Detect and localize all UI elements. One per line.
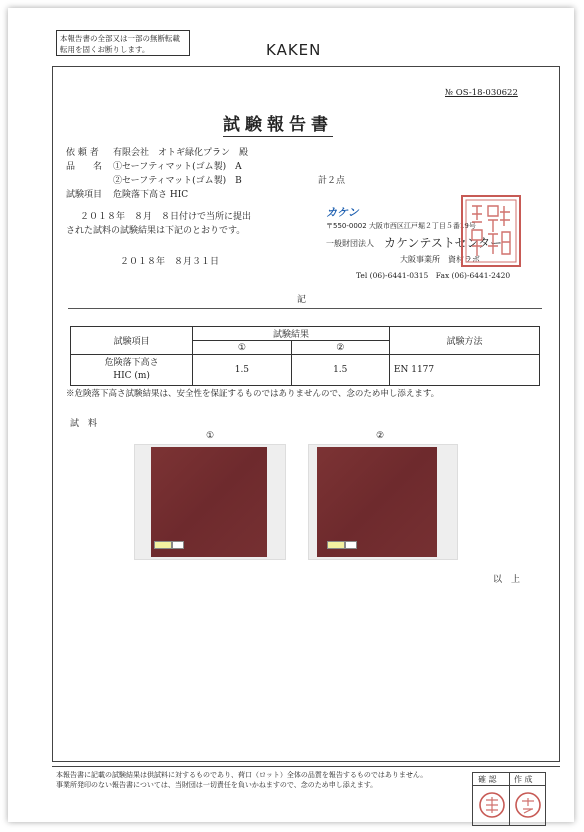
org-branch: 大阪事業所 資材ラボ — [400, 255, 480, 264]
header-test-method: 試験方法 — [389, 327, 539, 355]
result-sample-2: 1.5 — [291, 355, 389, 386]
product-2: ②セーフティマット(ゴム製) B — [113, 176, 242, 186]
footnote-line-1: 本報告書に記載の試験結果は供試料に対するものであり、荷口（ロット）全体の品質を報告するものではありません。 — [56, 771, 428, 779]
test-item: 危険落下高さ HIC — [113, 190, 189, 200]
row-item-line-2: HIC (m) — [113, 371, 150, 381]
product-label: 品 名 — [66, 162, 103, 172]
sample-tag-2 — [327, 541, 345, 549]
product-1: ①セーフティマット(ゴム製) A — [113, 162, 242, 172]
org-name: カケンテストセンター — [384, 236, 503, 250]
row-item-line-1: 危険落下高さ — [104, 358, 159, 368]
org-tel-fax: Tel (06)-6441-0315 Fax (06)-6441-2420 — [356, 271, 511, 280]
header-sample-1: ① — [193, 341, 291, 355]
end-mark: 以 上 — [493, 575, 521, 585]
author-seal — [513, 789, 543, 821]
sample-card-2 — [345, 541, 357, 549]
kaken-logo: カケン — [326, 206, 359, 219]
sample-card-1 — [172, 541, 184, 549]
product-total: 計２点 — [318, 176, 346, 186]
results-table — [70, 326, 540, 386]
footnote — [56, 770, 427, 790]
check-seal — [477, 789, 507, 821]
ki-mark: 記 — [297, 295, 307, 305]
row-test-item — [71, 355, 193, 386]
photo-1-label: ① — [206, 431, 215, 441]
approval-box — [472, 772, 546, 826]
report-title: 試験報告書 — [223, 110, 333, 137]
sample-tag-1 — [154, 541, 172, 549]
approval-header-check: 確 認 — [478, 775, 497, 784]
document-number: № OS-18-030622 — [445, 88, 518, 98]
header-test-item: 試験項目 — [71, 327, 193, 355]
client-label: 依 頼 者 — [66, 148, 99, 158]
org-name-prefix: 一般財団法人 — [326, 239, 374, 248]
header-test-result: 試験結果 — [193, 327, 390, 341]
photo-2-label: ② — [376, 431, 385, 441]
reproduction-notice: 本報告書の全部又は一部の無断転載転用を固くお断りします。 — [56, 30, 190, 56]
report-page — [8, 8, 574, 822]
footer-divider — [52, 766, 560, 767]
org-address: 〒550-0002 大阪市西区江戸堀２丁目５番19号 — [326, 222, 476, 230]
table-note: ※危険落下高さ試験結果は、安全性を保証するものではありませんので、念のため申し添えます。 — [66, 389, 440, 399]
header-sample-2: ② — [291, 341, 389, 355]
test-item-label: 試験項目 — [66, 190, 103, 200]
result-sample-1: 1.5 — [193, 355, 291, 386]
organization-seal — [460, 194, 522, 268]
divider-line — [68, 308, 542, 309]
approval-header-make: 作 成 — [514, 775, 533, 784]
sample-label: 試 料 — [70, 419, 98, 429]
client-name: 有限会社 オトギ緑化プラン 殿 — [113, 148, 249, 158]
intro-line-2: された試料の試験結果は下記のとおりです。 — [66, 226, 246, 236]
report-date: ２０１８年 ８月３１日 — [120, 257, 220, 267]
sample-photo-2 — [308, 444, 458, 560]
test-method-value: EN 1177 — [389, 355, 539, 386]
sample-photo-1 — [134, 444, 286, 560]
footnote-line-2: 事業所発印のない報告書については、当財団は一切責任を負いかねますので、念のため申し添えます。 — [56, 781, 378, 789]
brand-header: KAKEN — [266, 41, 322, 59]
intro-line-1: ２０１８年 ８月 ８日付けで当所に提出 — [80, 212, 252, 222]
